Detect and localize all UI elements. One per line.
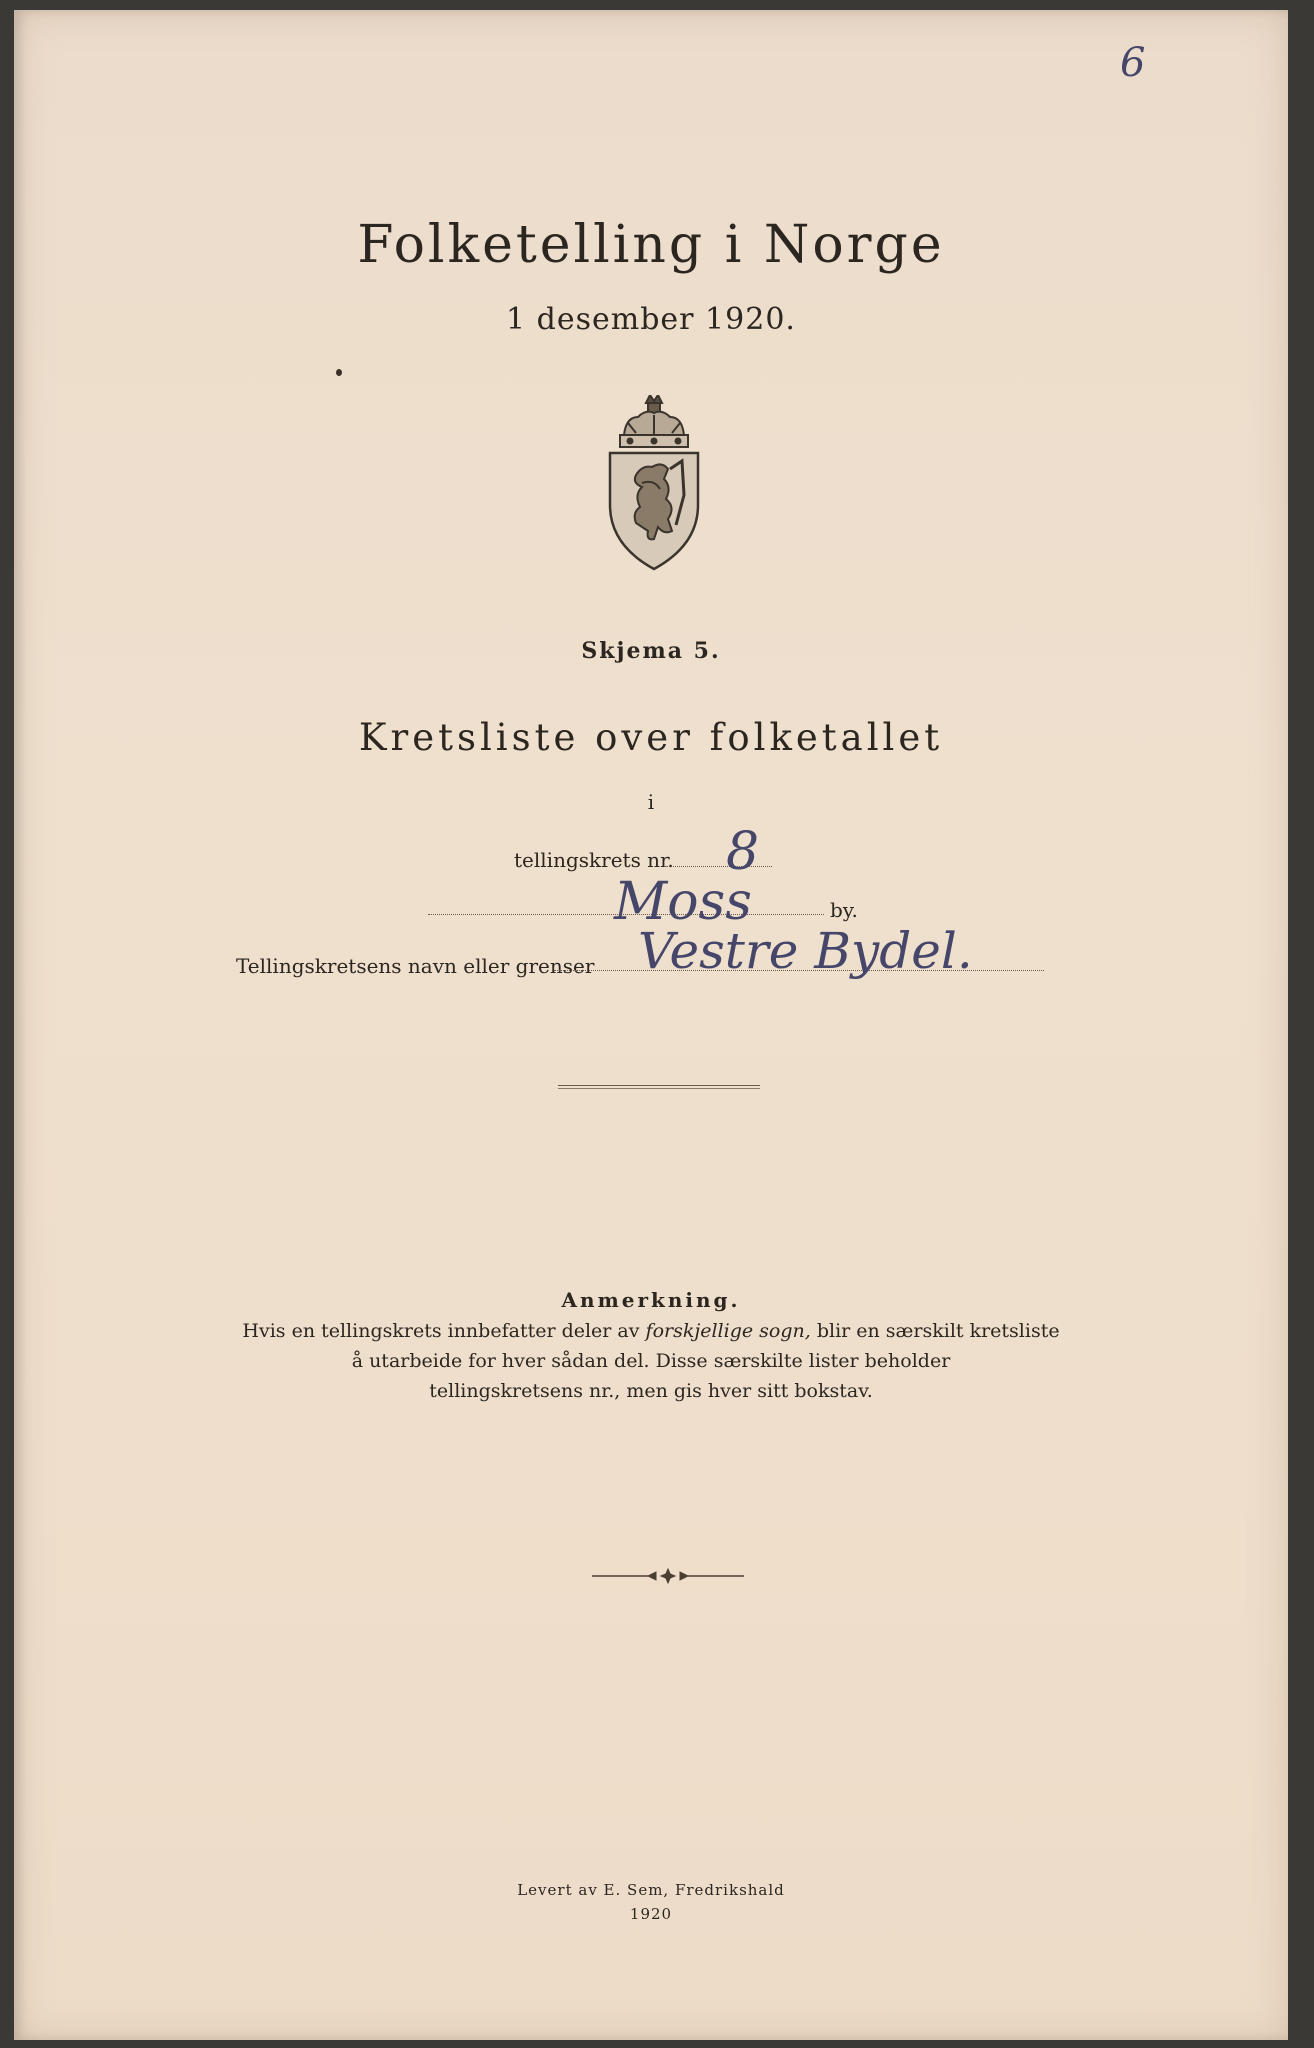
note-line-1 — [14, 1316, 1288, 1346]
district-number-value: 8 — [726, 822, 760, 882]
town-value: Moss — [614, 872, 752, 932]
printer-year: 1920 — [629, 1905, 673, 1923]
district-name-value: Vestre Bydel. — [638, 922, 973, 980]
section-divider — [558, 1085, 760, 1089]
schema-number: Skjema 5. — [581, 638, 721, 664]
note-text — [14, 1316, 1288, 1406]
printer-name: Levert av E. Sem, Fredrikshald — [517, 1881, 785, 1899]
decorative-ornament-icon — [592, 1566, 744, 1586]
note-heading: Anmerkning. — [561, 1288, 741, 1312]
town-suffix: by. — [830, 898, 858, 922]
page-number: 6 — [1120, 40, 1146, 86]
district-number-label: tellingskrets nr. — [514, 848, 674, 872]
note-line-1-end: blir en særskilt kretsliste — [810, 1320, 1060, 1342]
census-date: 1 desember 1920. — [506, 302, 796, 337]
note-emphasis: forskjellige sogn, — [645, 1320, 811, 1342]
district-name-label: Tellingskretsens navn eller grenser — [236, 954, 595, 978]
note-line-1-start: Hvis en tellingskrets innbefatter deler av — [242, 1320, 646, 1342]
form-subtitle: Kretsliste over folketallet — [358, 716, 944, 759]
preposition-i: i — [647, 790, 655, 814]
census-form-page — [14, 10, 1288, 2040]
note-line-3: tellingskretsens nr., men gis hver sitt bokstav. — [429, 1380, 873, 1402]
printer-imprint — [14, 1878, 1288, 1926]
page-title: Folketelling i Norge — [357, 215, 945, 275]
note-line-2: å utarbeide for hver sådan del. Disse særskilte lister beholder — [351, 1350, 951, 1372]
ink-speck — [336, 369, 342, 376]
norwegian-coat-of-arms-icon — [606, 395, 702, 573]
